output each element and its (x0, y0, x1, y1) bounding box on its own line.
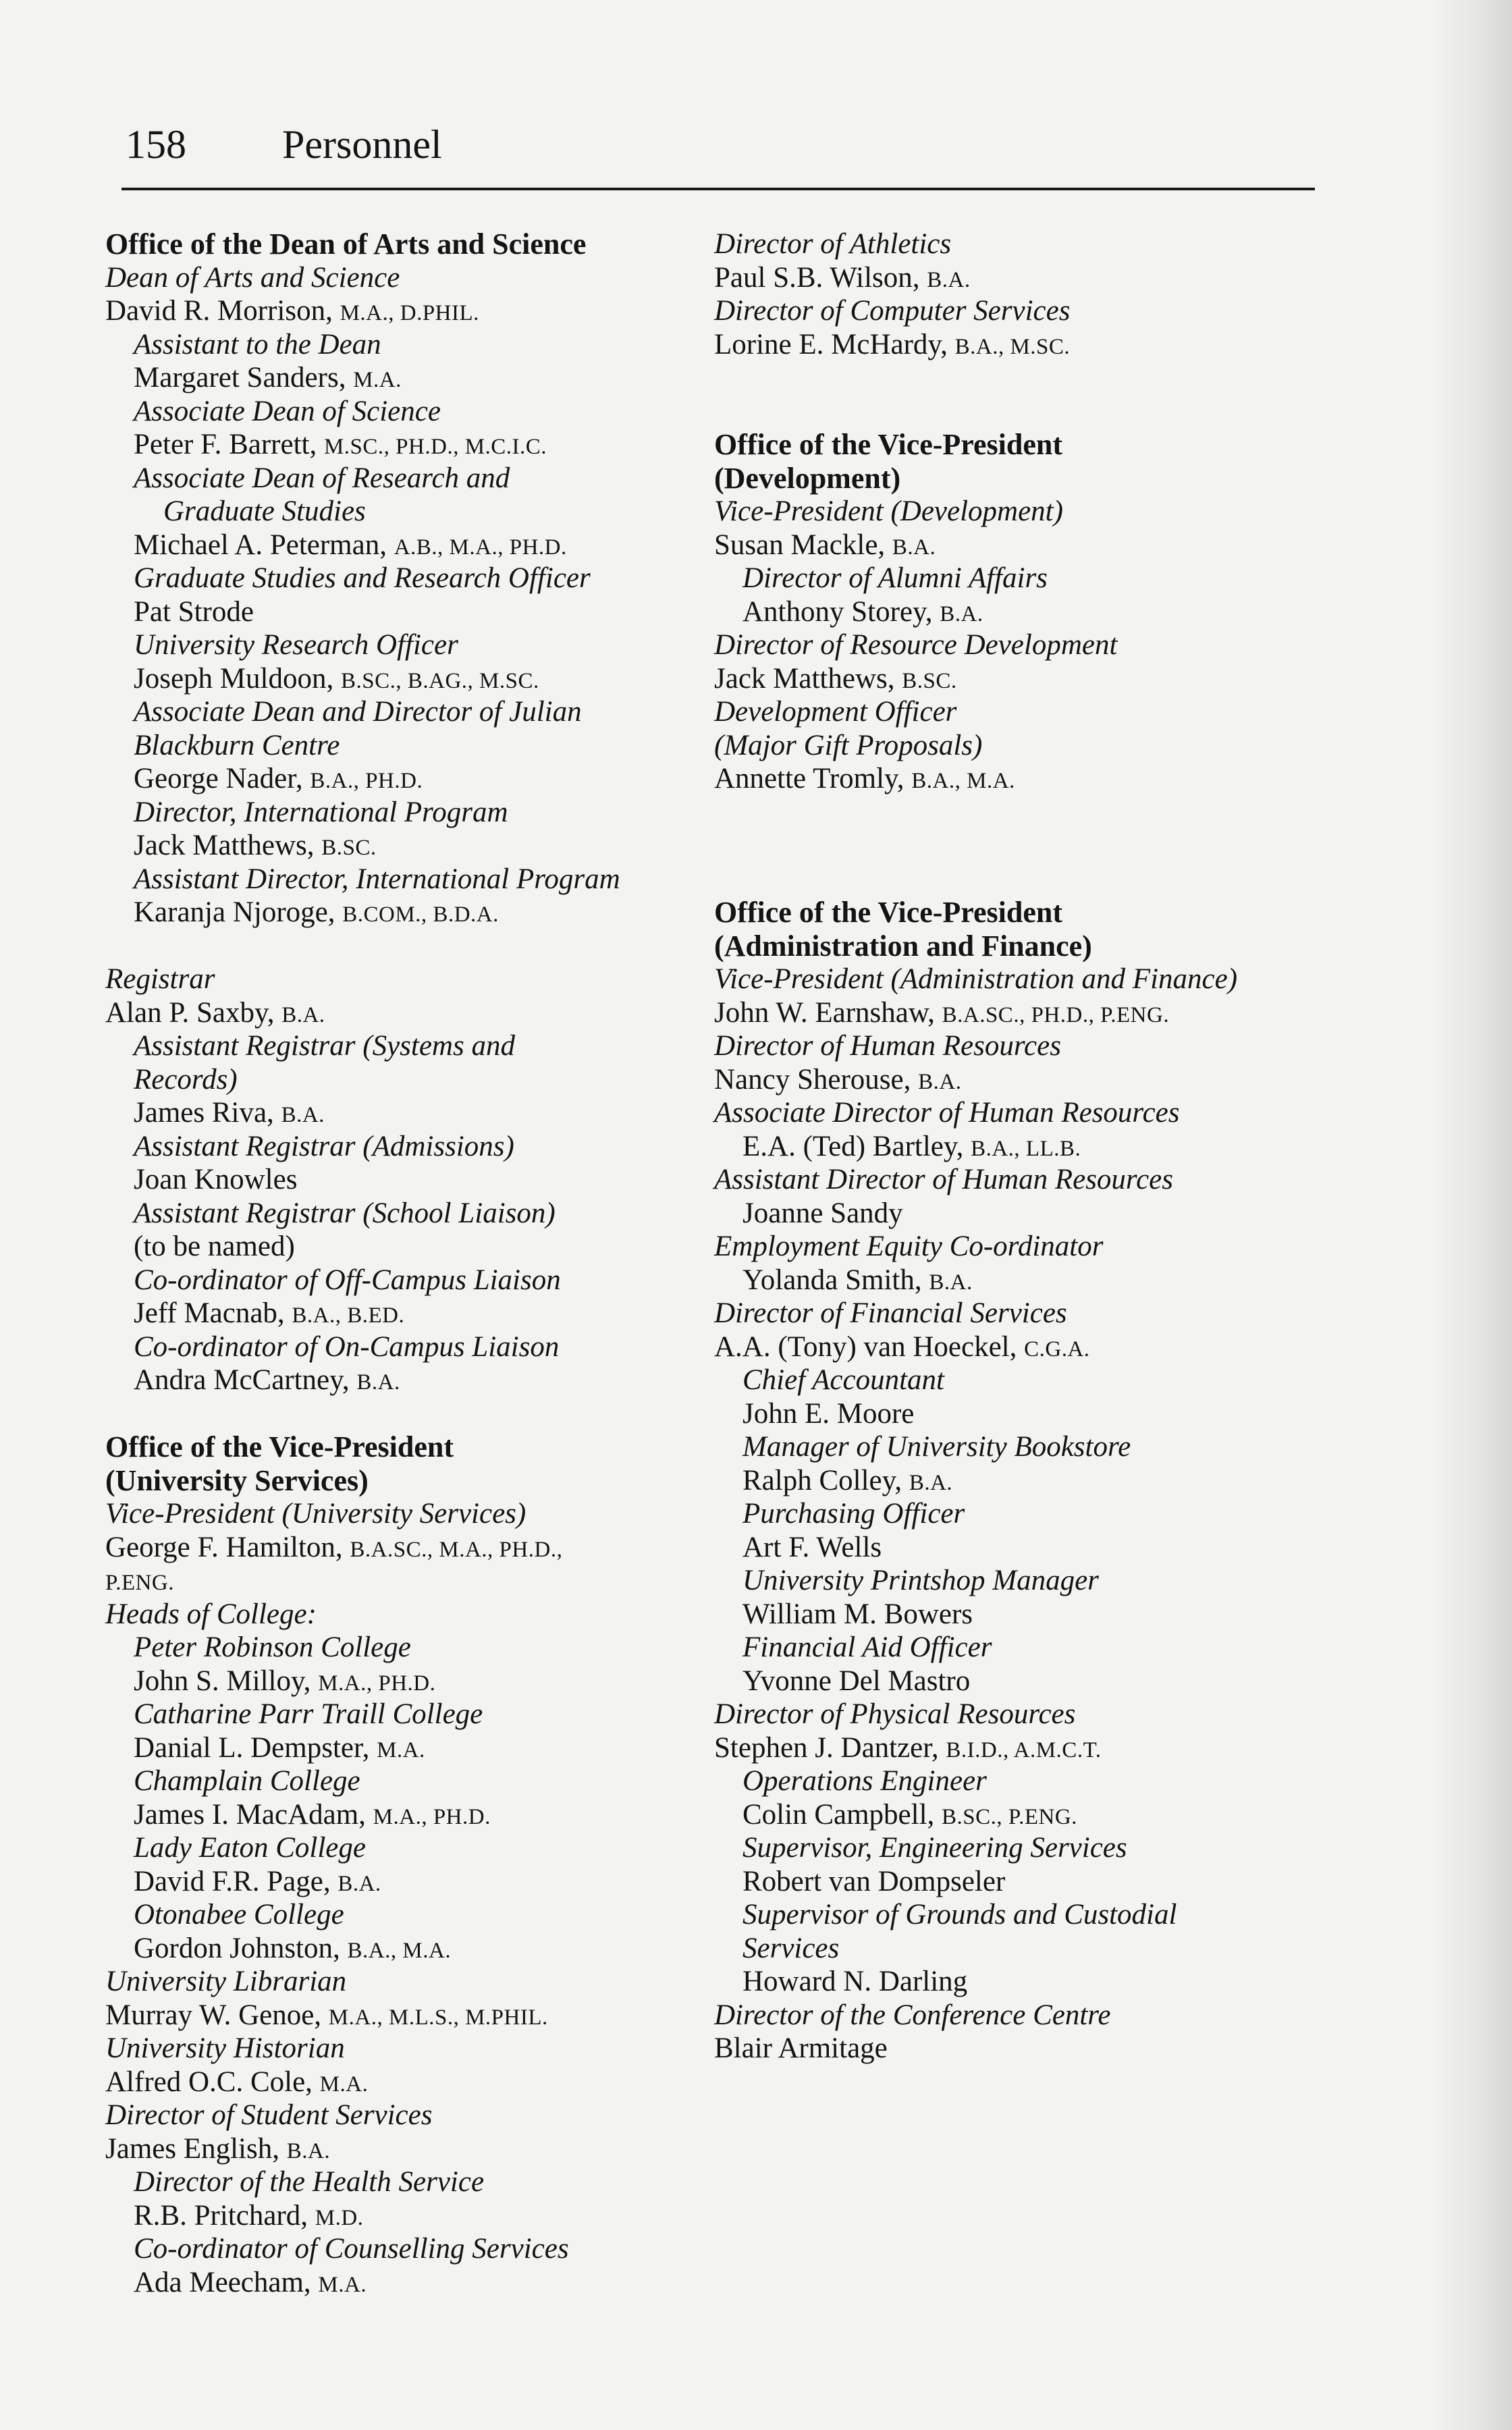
person-name (714, 595, 1342, 629)
position-title-text: Operations Engineer (742, 1765, 987, 1797)
credentials: B.A. (281, 1103, 325, 1127)
position-title-text: Financial Aid Officer (742, 1631, 992, 1663)
position-title (105, 2232, 733, 2266)
position-title (105, 1130, 733, 1164)
person-name-text: Jack Matthews, (134, 830, 322, 861)
person-name-text: George Nader, (134, 763, 310, 794)
person-name-text: Ralph Colley, (742, 1464, 909, 1496)
person-name-text: Annette Tromly, (714, 763, 912, 794)
position-title (105, 562, 733, 595)
position-title-text: University Librarian (105, 1966, 347, 1997)
position-title (714, 1698, 1342, 1731)
position-title-text: Vice-President (University Services) (105, 1498, 526, 1530)
position-title (105, 729, 733, 763)
position-title (105, 2165, 733, 2199)
position-title-text: Supervisor, Engineering Services (742, 1832, 1127, 1864)
position-title-text: Director of Computer Services (714, 295, 1071, 327)
position-title-text: Associate Director of Human Resources (714, 1097, 1180, 1129)
person-name (105, 529, 733, 562)
position-title (105, 1898, 733, 1932)
position-title-text: Champlain College (134, 1765, 360, 1797)
office-heading (714, 428, 1342, 462)
position-title (714, 1230, 1342, 1264)
position-title (105, 1764, 733, 1798)
person-name-text: Lorine E. McHardy, (714, 328, 955, 360)
person-name-text: Joseph Muldoon, (134, 662, 341, 695)
position-title (714, 1631, 1342, 1665)
position-title (714, 1932, 1342, 1966)
position-title (105, 1197, 733, 1231)
position-title-text: Assistant to the Dean (134, 328, 381, 360)
office-heading (105, 1430, 733, 1464)
person-name (714, 2032, 1342, 2066)
position-title-text: Chief Accountant (742, 1364, 944, 1396)
office-heading-text: Office of the Vice-President (714, 428, 1063, 461)
credentials: B.A. (338, 1871, 381, 1896)
credentials: M.A., M.L.S., M.PHIL. (328, 2005, 548, 2030)
person-name (714, 261, 1342, 295)
person-name-text: David F.R. Page, (134, 1865, 338, 1897)
person-name (105, 1665, 733, 1698)
person-name-text: Pat Strode (134, 595, 254, 628)
person-name (105, 2266, 733, 2300)
office-heading-text: (Development) (714, 461, 901, 495)
position-title (714, 562, 1342, 595)
position-title-text: Development Officer (714, 696, 957, 728)
position-title (105, 1831, 733, 1865)
credentials: B.A. (940, 601, 983, 626)
person-name (714, 762, 1342, 796)
position-title-text: Lady Eaton College (134, 1832, 366, 1864)
person-name-text: E.A. (Ted) Bartley, (742, 1130, 971, 1162)
position-title-text: Heads of College: (105, 1598, 317, 1630)
office-heading-text: Office of the Dean of Arts and Science (105, 227, 587, 261)
office-heading-text: Office of the Vice-President (714, 896, 1063, 929)
position-title (714, 1364, 1342, 1397)
credentials: B.A. (356, 1370, 400, 1395)
credentials: A.B., M.A., PH.D. (394, 535, 567, 560)
position-title-text: Director of Human Resources (714, 1030, 1061, 1062)
person-name-text: A.A. (Tony) van Hoeckel, (714, 1330, 1025, 1363)
position-title-text: Associate Dean of Research and (134, 462, 510, 494)
person-name-text: Howard N. Darling (742, 1966, 968, 1997)
position-title-text: Director, International Program (134, 796, 508, 828)
position-title (105, 1029, 733, 1063)
position-title-text: Director of Resource Development (714, 629, 1118, 661)
credentials: B.A., M.SC. (954, 334, 1071, 359)
credentials: M.D. (315, 2205, 364, 2230)
position-title (105, 261, 733, 295)
position-title-text: University Research Officer (134, 629, 458, 661)
credentials: B.A., LL.B. (971, 1136, 1081, 1161)
position-title (714, 1898, 1342, 1932)
credentials: M.SC., PH.D., M.C.I.C. (323, 435, 547, 459)
person-name-text: John E. Moore (742, 1397, 915, 1430)
position-title (105, 2099, 733, 2132)
person-name-text: Alan P. Saxby, (105, 996, 282, 1029)
credentials: B.A., B.ED. (292, 1303, 405, 1328)
position-title-text: Purchasing Officer (742, 1498, 965, 1530)
position-title-text: Director of Physical Resources (714, 1698, 1076, 1730)
office-heading-text: Office of the Vice-President (105, 1430, 454, 1463)
person-name (105, 896, 733, 929)
person-name-text: Yolanda Smith, (742, 1264, 929, 1296)
position-title (714, 1029, 1342, 1063)
page-header (126, 115, 1314, 169)
person-name-text: Ada Meecham, (134, 2266, 319, 2298)
position-title-text: Assistant Director, International Program (134, 863, 620, 895)
position-title (714, 1096, 1342, 1130)
person-name-text: Alfred O.C. Cole, (105, 2066, 320, 2098)
credentials: M.A. (318, 2272, 367, 2297)
right-column (714, 227, 1342, 2066)
position-title-text: Director of Student Services (105, 2099, 433, 2131)
position-title (714, 1497, 1342, 1531)
position-title-text: Records) (134, 1063, 238, 1096)
credentials: B.A. (281, 1002, 325, 1027)
person-name-text: Paul S.B. Wilson, (714, 261, 927, 294)
position-title (714, 1564, 1342, 1598)
spacer (105, 929, 733, 963)
person-name (105, 428, 733, 462)
person-name-text: Gordon Johnston, (134, 1932, 348, 1964)
position-title (714, 963, 1342, 996)
credentials: B.SC. (321, 836, 377, 860)
person-name-text: George F. Hamilton, (105, 1531, 350, 1563)
office-heading (105, 227, 733, 261)
position-title (714, 495, 1342, 529)
spacer (714, 863, 1342, 896)
position-title (714, 294, 1342, 328)
credentials: M.A. (377, 1737, 425, 1762)
person-name (105, 1230, 733, 1264)
position-title-text: Vice-President (Development) (714, 495, 1063, 527)
person-name (105, 996, 733, 1030)
position-title (105, 2032, 733, 2066)
position-title (105, 1965, 733, 1999)
spacer (714, 829, 1342, 863)
person-name-text: Joan Knowles (134, 1164, 298, 1195)
person-name (105, 1865, 733, 1899)
person-name (105, 662, 733, 696)
position-title-text: Co-ordinator of Counselling Services (134, 2233, 569, 2265)
position-title-text: Catharine Parr Traill College (134, 1698, 483, 1730)
spacer (714, 395, 1342, 429)
position-title-text: Assistant Registrar (Admissions) (134, 1130, 514, 1162)
person-name-text: Yvonne Del Mastro (742, 1665, 971, 1697)
credentials: B.A.SC., PH.D., P.ENG. (942, 1002, 1170, 1027)
position-title (714, 1163, 1342, 1197)
person-name-text: Anthony Storey, (742, 595, 940, 628)
person-name-text: David R. Morrison, (105, 295, 340, 327)
person-name (714, 1531, 1342, 1565)
position-title (714, 1297, 1342, 1330)
person-name-text: Joanne Sandy (742, 1197, 903, 1229)
person-name (714, 529, 1342, 562)
position-title-text: Manager of University Bookstore (742, 1431, 1131, 1463)
credentials: B.A. (927, 267, 971, 292)
position-title (105, 1598, 733, 1631)
position-title (714, 729, 1342, 763)
position-title-text: Dean of Arts and Science (105, 261, 400, 294)
person-name-text: Susan Mackle, (714, 529, 892, 561)
person-name (714, 1665, 1342, 1698)
person-name (714, 1598, 1342, 1631)
credentials: M.A. (353, 368, 402, 392)
office-heading (714, 462, 1342, 495)
position-title (105, 1698, 733, 1731)
office-heading (714, 896, 1342, 929)
person-name (105, 1564, 733, 1598)
person-name (714, 1330, 1342, 1364)
person-name-text: Stephen J. Dantzer, (714, 1731, 946, 1764)
office-heading (105, 1464, 733, 1498)
position-title-text: (Major Gift Proposals) (714, 729, 983, 761)
position-title-text: University Historian (105, 2032, 345, 2064)
credentials: B.I.D., A.M.C.T. (946, 1737, 1102, 1762)
credentials: B.A. (918, 1069, 962, 1094)
position-title (105, 495, 733, 529)
credentials: M.A., D.PHIL. (340, 301, 479, 325)
person-name-text: James I. MacAdam, (134, 1798, 373, 1831)
credentials: B.SC., B.AG., M.SC. (340, 668, 539, 693)
position-title-text: Assistant Director of Human Resources (714, 1164, 1173, 1195)
person-name (105, 2199, 733, 2233)
person-name-text: James English, (105, 2132, 287, 2165)
position-title (105, 395, 733, 429)
person-name (105, 1999, 733, 2032)
credentials: B.A. (929, 1270, 973, 1295)
position-title (105, 796, 733, 830)
position-title (714, 1999, 1342, 2032)
credentials: P.ENG. (105, 1571, 175, 1595)
position-title (105, 1063, 733, 1097)
person-name-text: Robert van Dompseler (742, 1865, 1006, 1897)
person-name (714, 1063, 1342, 1097)
position-title (105, 328, 733, 362)
credentials: B.A.SC., M.A., PH.D., (350, 1537, 563, 1562)
position-title (714, 1764, 1342, 1798)
credentials: B.A. (892, 535, 936, 560)
person-name (105, 1531, 733, 1565)
person-name (105, 2066, 733, 2099)
position-title-text: Director of Athletics (714, 228, 952, 260)
person-name (105, 1798, 733, 1832)
spacer (714, 361, 1342, 395)
credentials: M.A. (319, 2072, 369, 2097)
position-title (105, 462, 733, 495)
office-heading (714, 929, 1342, 963)
position-title-text: Supervisor of Grounds and Custodial (742, 1899, 1177, 1931)
position-title-text: Co-ordinator of Off-Campus Liaison (134, 1264, 561, 1296)
person-name-text: Blair Armitage (714, 2032, 888, 2064)
position-title-text: Co-ordinator of On-Campus Liaison (134, 1330, 560, 1363)
person-name-text: Colin Campbell, (742, 1798, 942, 1831)
credentials: B.A., M.A. (911, 769, 1015, 793)
credentials: B.A. (286, 2138, 331, 2163)
person-name-text: Nancy Sherouse, (714, 1063, 919, 1096)
page-edge-shadow (1431, 0, 1512, 2430)
person-name (105, 1297, 733, 1330)
position-title-text: Otonabee College (134, 1899, 344, 1931)
person-name (105, 1364, 733, 1397)
position-title-text: Assistant Registrar (School Liaison) (134, 1197, 556, 1229)
credentials: M.A., PH.D. (373, 1804, 491, 1829)
position-title (714, 695, 1342, 729)
person-name (105, 1163, 733, 1197)
person-name-text: Karanja Njoroge, (134, 896, 343, 928)
person-name-text: Jeff Macnab, (134, 1297, 292, 1329)
person-name (105, 829, 733, 863)
person-name (714, 1798, 1342, 1832)
position-title-text: Employment Equity Co-ordinator (714, 1231, 1104, 1262)
credentials: B.COM., B.D.A. (342, 902, 499, 927)
left-column (105, 227, 733, 2299)
position-title-text: Registrar (105, 963, 215, 995)
person-name-text: R.B. Pritchard, (134, 2199, 315, 2232)
position-title-text: Graduate Studies (163, 495, 366, 527)
person-name-text: Murray W. Genoe, (105, 1999, 329, 2031)
position-title (105, 695, 733, 729)
person-name (105, 1096, 733, 1130)
position-title-text: Director of Financial Services (714, 1297, 1067, 1329)
person-name (714, 1965, 1342, 1999)
credentials: B.SC. (902, 668, 957, 693)
credentials: B.SC., P.ENG. (942, 1804, 1077, 1829)
page-number: 158 (126, 122, 186, 167)
position-title-text: Director of the Conference Centre (714, 1999, 1111, 2031)
position-title-text: Services (742, 1932, 840, 1964)
spacer (714, 796, 1342, 830)
person-name (105, 595, 733, 629)
person-name (714, 1731, 1342, 1765)
person-name (105, 361, 733, 395)
person-name-text: John S. Milloy, (134, 1665, 319, 1697)
position-title (105, 863, 733, 896)
position-title (105, 1264, 733, 1297)
person-name (105, 2132, 733, 2166)
person-name-text: John W. Earnshaw, (714, 996, 942, 1029)
credentials: B.A., M.A. (347, 1938, 452, 1963)
position-title-text: Graduate Studies and Research Officer (134, 562, 591, 594)
person-name (714, 1865, 1342, 1899)
person-name (714, 1197, 1342, 1231)
person-name (105, 1932, 733, 1966)
position-title-text: Associate Dean of Science (134, 395, 441, 427)
person-name (714, 1264, 1342, 1297)
position-title (105, 628, 733, 662)
header-rule (122, 188, 1315, 190)
position-title-text: Associate Dean and Director of Julian (134, 696, 582, 728)
office-heading-text: (University Services) (105, 1463, 369, 1497)
position-title (714, 1831, 1342, 1865)
person-name-text: Peter F. Barrett, (134, 429, 324, 460)
person-name (105, 1731, 733, 1765)
person-name-text: Michael A. Peterman, (134, 529, 394, 561)
credentials: C.G.A. (1024, 1336, 1090, 1361)
position-title (714, 1430, 1342, 1464)
position-title-text: Director of Alumni Affairs (742, 562, 1048, 594)
person-name (714, 1397, 1342, 1431)
person-name-text: Jack Matthews, (714, 662, 902, 695)
person-name-text: James Riva, (134, 1097, 281, 1129)
spacer (105, 1397, 733, 1431)
person-name-text: Danial L. Dempster, (134, 1731, 377, 1764)
credentials: B.A., PH.D. (310, 769, 423, 793)
person-name (105, 294, 733, 328)
position-title (105, 963, 733, 996)
position-title (714, 628, 1342, 662)
person-name (714, 996, 1342, 1030)
position-title (105, 1631, 733, 1665)
position-title-text: University Printshop Manager (742, 1565, 1099, 1596)
position-title-text: Blackburn Centre (134, 729, 340, 761)
credentials: B.A. (909, 1470, 953, 1495)
person-name (105, 762, 733, 796)
position-title (105, 1330, 733, 1364)
person-name-text: Margaret Sanders, (134, 362, 354, 394)
position-title (105, 1497, 733, 1531)
person-name-text: Art F. Wells (742, 1531, 882, 1563)
person-name (714, 1464, 1342, 1498)
person-name-text: (to be named) (134, 1231, 295, 1262)
position-title (714, 227, 1342, 261)
position-title-text: Assistant Registrar (Systems and (134, 1030, 515, 1062)
section-title: Personnel (282, 122, 442, 167)
person-name-text: William M. Bowers (742, 1598, 973, 1630)
position-title-text: Director of the Health Service (134, 2166, 485, 2198)
position-title-text: Peter Robinson College (134, 1631, 411, 1663)
person-name-text: Andra McCartney, (134, 1364, 357, 1396)
credentials: M.A., PH.D. (318, 1671, 436, 1696)
person-name (714, 328, 1342, 362)
person-name (714, 1130, 1342, 1164)
position-title-text: Vice-President (Administration and Finance) (714, 963, 1238, 995)
person-name (714, 662, 1342, 696)
office-heading-text: (Administration and Finance) (714, 929, 1092, 963)
